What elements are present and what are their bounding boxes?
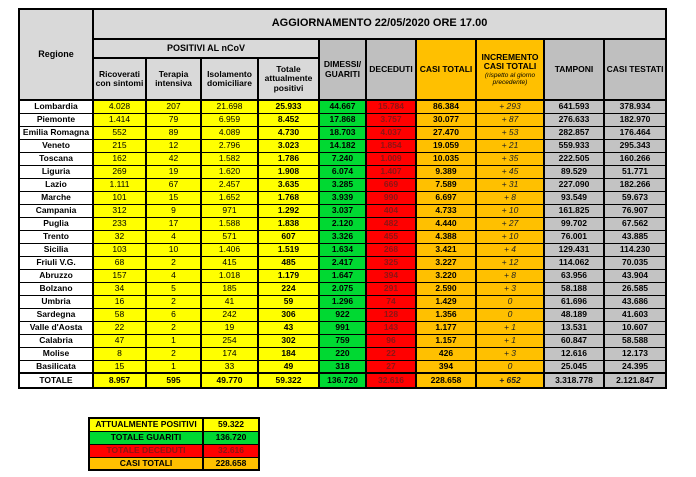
region-name-cell: Emilia Romagna — [19, 126, 93, 139]
dimessi-guariti-cell: 3.939 — [319, 191, 366, 204]
ricoverati-cell: 58 — [93, 308, 146, 321]
isolamento-cell: 415 — [201, 256, 258, 269]
total-dimessi-cell: 136.720 — [319, 373, 366, 388]
summary-value: 136.720 — [203, 431, 259, 444]
casi-testati-cell: 43.686 — [604, 295, 666, 308]
totale-positivi-cell: 3.635 — [258, 178, 319, 191]
casi-totali-cell: 3.220 — [416, 269, 476, 282]
table-row — [19, 217, 666, 230]
isolamento-cell: 185 — [201, 282, 258, 295]
incremento-cell: + 27 — [476, 217, 544, 230]
tamponi-cell: 63.956 — [544, 269, 604, 282]
casi-totali-cell: 4.733 — [416, 204, 476, 217]
dimessi-guariti-cell: 2.417 — [319, 256, 366, 269]
dimessi-guariti-cell: 1.647 — [319, 269, 366, 282]
totale-positivi-cell: 1.292 — [258, 204, 319, 217]
dimessi-guariti-cell: 17.868 — [319, 113, 366, 126]
tamponi-header: TAMPONI — [544, 39, 604, 100]
summary-label: ATTUALMENTE POSITIVI — [89, 418, 203, 431]
ricoverati-cell: 103 — [93, 243, 146, 256]
totale-positivi-cell: 1.786 — [258, 152, 319, 165]
deceduti-cell: 1.854 — [366, 139, 416, 152]
terapia-cell: 1 — [146, 334, 201, 347]
casi-testati-cell: 12.173 — [604, 347, 666, 360]
deceduti-cell: 15.784 — [366, 100, 416, 113]
terapia-cell: 2 — [146, 256, 201, 269]
deceduti-cell: 3.757 — [366, 113, 416, 126]
tamponi-cell: 25.045 — [544, 360, 604, 373]
dimessi-guariti-cell: 3.285 — [319, 178, 366, 191]
tamponi-cell: 61.696 — [544, 295, 604, 308]
tamponi-cell: 12.616 — [544, 347, 604, 360]
totale-positivi-cell: 1.179 — [258, 269, 319, 282]
region-name-cell: Lombardia — [19, 100, 93, 113]
update-title: AGGIORNAMENTO 22/05/2020 ORE 17.00 — [93, 9, 666, 39]
region-name-cell: Piemonte — [19, 113, 93, 126]
incremento-cell: + 10 — [476, 230, 544, 243]
region-name-cell: Liguria — [19, 165, 93, 178]
deceduti-cell: 128 — [366, 308, 416, 321]
tamponi-cell: 559.933 — [544, 139, 604, 152]
casi-testati-cell: 160.266 — [604, 152, 666, 165]
terapia-cell: 12 — [146, 139, 201, 152]
incremento-cell: + 21 — [476, 139, 544, 152]
casi-testati-cell: 58.588 — [604, 334, 666, 347]
dimessi-guariti-cell: 220 — [319, 347, 366, 360]
region-column-header: Regione — [19, 9, 93, 100]
table-row — [19, 295, 666, 308]
tamponi-cell: 276.633 — [544, 113, 604, 126]
ricoverati-cell: 22 — [93, 321, 146, 334]
terapia-cell: 5 — [146, 282, 201, 295]
dimessi-guariti-cell: 991 — [319, 321, 366, 334]
dimessi-guariti-cell: 3.037 — [319, 204, 366, 217]
dimessi-guariti-cell: 922 — [319, 308, 366, 321]
casi-testati-cell: 67.562 — [604, 217, 666, 230]
casi-testati-cell: 26.585 — [604, 282, 666, 295]
totale-positivi-cell: 1.519 — [258, 243, 319, 256]
total-positivi-cell: 59.322 — [258, 373, 319, 388]
casi-testati-cell: 24.395 — [604, 360, 666, 373]
ricoverati-cell: 47 — [93, 334, 146, 347]
tamponi-cell: 89.529 — [544, 165, 604, 178]
terapia-cell: 15 — [146, 191, 201, 204]
totale-positivi-cell: 43 — [258, 321, 319, 334]
incremento-header-label: INCREMENTO CASI TOTALI — [481, 51, 539, 71]
deceduti-cell: 4.037 — [366, 126, 416, 139]
region-name-cell: Campania — [19, 204, 93, 217]
terapia-cell: 89 — [146, 126, 201, 139]
region-name-cell: Calabria — [19, 334, 93, 347]
casi-totali-cell: 86.384 — [416, 100, 476, 113]
terapia-cell: 4 — [146, 269, 201, 282]
isolamento-cell: 1.018 — [201, 269, 258, 282]
casi-totali-cell: 7.589 — [416, 178, 476, 191]
totale-positivi-cell: 4.730 — [258, 126, 319, 139]
isolamento-cell: 4.089 — [201, 126, 258, 139]
table-row — [19, 191, 666, 204]
region-name-cell: Sardegna — [19, 308, 93, 321]
isolamento-cell: 174 — [201, 347, 258, 360]
totale-positivi-cell: 485 — [258, 256, 319, 269]
incremento-cell: 0 — [476, 360, 544, 373]
region-rows — [19, 100, 666, 373]
tamponi-cell: 60.847 — [544, 334, 604, 347]
table-row — [19, 204, 666, 217]
casi-testati-cell: 43.904 — [604, 269, 666, 282]
casi-testati-header: CASI TESTATI — [604, 39, 666, 100]
positivi-group-header: POSITIVI AL nCoV — [93, 39, 319, 58]
casi-testati-cell: 41.603 — [604, 308, 666, 321]
totale-positivi-cell: 184 — [258, 347, 319, 360]
isolamento-cell: 1.588 — [201, 217, 258, 230]
total-ricoverati-cell: 8.957 — [93, 373, 146, 388]
region-name-cell: Valle d'Aosta — [19, 321, 93, 334]
summary-row-totale-deceduti — [89, 444, 259, 457]
dimessi-guariti-cell: 7.240 — [319, 152, 366, 165]
table-row — [19, 360, 666, 373]
total-tamponi-cell: 3.318.778 — [544, 373, 604, 388]
tamponi-cell: 13.531 — [544, 321, 604, 334]
isolamento-cell: 571 — [201, 230, 258, 243]
totale-positivi-cell: 1.838 — [258, 217, 319, 230]
casi-totali-cell: 3.421 — [416, 243, 476, 256]
isolamento-header: Isolamento domiciliare — [201, 58, 258, 100]
region-name-cell: Sicilia — [19, 243, 93, 256]
incremento-cell: + 1 — [476, 334, 544, 347]
tamponi-cell: 641.593 — [544, 100, 604, 113]
isolamento-cell: 6.959 — [201, 113, 258, 126]
terapia-cell: 2 — [146, 321, 201, 334]
deceduti-cell: 291 — [366, 282, 416, 295]
terapia-cell: 42 — [146, 152, 201, 165]
table-row — [19, 282, 666, 295]
totale-positivi-cell: 607 — [258, 230, 319, 243]
ricoverati-cell: 68 — [93, 256, 146, 269]
totale-positivi-cell: 306 — [258, 308, 319, 321]
tamponi-cell: 76.001 — [544, 230, 604, 243]
incremento-cell: + 1 — [476, 321, 544, 334]
region-name-cell: Trento — [19, 230, 93, 243]
deceduti-cell: 325 — [366, 256, 416, 269]
terapia-cell: 17 — [146, 217, 201, 230]
isolamento-cell: 2.457 — [201, 178, 258, 191]
table-row — [19, 113, 666, 126]
region-name-cell: Basilicata — [19, 360, 93, 373]
terapia-cell: 19 — [146, 165, 201, 178]
summary-table — [88, 417, 260, 471]
incremento-cell: + 12 — [476, 256, 544, 269]
deceduti-cell: 1.009 — [366, 152, 416, 165]
casi-testati-cell: 378.934 — [604, 100, 666, 113]
dimessi-guariti-cell: 6.074 — [319, 165, 366, 178]
totale-positivi-cell: 302 — [258, 334, 319, 347]
casi-totali-cell: 1.157 — [416, 334, 476, 347]
total-casi-totali-cell: 228.658 — [416, 373, 476, 388]
incremento-cell: + 53 — [476, 126, 544, 139]
total-casi-testati-cell: 2.121.847 — [604, 373, 666, 388]
ricoverati-cell: 1.414 — [93, 113, 146, 126]
totale-positivi-cell: 1.908 — [258, 165, 319, 178]
totale-positivi-cell: 8.452 — [258, 113, 319, 126]
incremento-cell: + 87 — [476, 113, 544, 126]
table-row — [19, 321, 666, 334]
region-name-cell: Marche — [19, 191, 93, 204]
casi-totali-header: CASI TOTALI — [416, 39, 476, 100]
deceduti-cell: 268 — [366, 243, 416, 256]
casi-testati-cell: 295.343 — [604, 139, 666, 152]
isolamento-cell: 33 — [201, 360, 258, 373]
incremento-cell: + 8 — [476, 191, 544, 204]
tamponi-cell: 161.825 — [544, 204, 604, 217]
ricoverati-cell: 552 — [93, 126, 146, 139]
table-row — [19, 230, 666, 243]
ricoverati-cell: 101 — [93, 191, 146, 204]
casi-totali-cell: 1.177 — [416, 321, 476, 334]
deceduti-cell: 96 — [366, 334, 416, 347]
ricoverati-cell: 157 — [93, 269, 146, 282]
tamponi-cell: 227.090 — [544, 178, 604, 191]
casi-testati-cell: 70.035 — [604, 256, 666, 269]
isolamento-cell: 1.406 — [201, 243, 258, 256]
ricoverati-cell: 215 — [93, 139, 146, 152]
dimessi-guariti-cell: 2.120 — [319, 217, 366, 230]
ricoverati-cell: 32 — [93, 230, 146, 243]
casi-totali-cell: 30.077 — [416, 113, 476, 126]
ricoverati-cell: 4.028 — [93, 100, 146, 113]
region-name-cell: Umbria — [19, 295, 93, 308]
tamponi-cell: 114.062 — [544, 256, 604, 269]
ricoverati-cell: 1.111 — [93, 178, 146, 191]
table-row — [19, 152, 666, 165]
table-row — [19, 256, 666, 269]
terapia-cell: 4 — [146, 230, 201, 243]
covid-region-table — [18, 8, 667, 389]
deceduti-header: DECEDUTI — [366, 39, 416, 100]
incremento-cell: + 35 — [476, 152, 544, 165]
terapia-cell: 9 — [146, 204, 201, 217]
table-header — [19, 9, 666, 100]
region-name-cell: Abruzzo — [19, 269, 93, 282]
casi-testati-cell: 10.607 — [604, 321, 666, 334]
totale-positivi-cell: 25.933 — [258, 100, 319, 113]
ricoverati-header: Ricoverati con sintomi — [93, 58, 146, 100]
tamponi-cell: 129.431 — [544, 243, 604, 256]
casi-totali-cell: 6.697 — [416, 191, 476, 204]
ricoverati-cell: 15 — [93, 360, 146, 373]
isolamento-cell: 971 — [201, 204, 258, 217]
casi-totali-cell: 4.388 — [416, 230, 476, 243]
casi-totali-cell: 19.059 — [416, 139, 476, 152]
incremento-cell: + 293 — [476, 100, 544, 113]
isolamento-cell: 41 — [201, 295, 258, 308]
deceduti-cell: 143 — [366, 321, 416, 334]
region-name-cell: Veneto — [19, 139, 93, 152]
table-row — [19, 334, 666, 347]
dimessi-guariti-cell: 44.667 — [319, 100, 366, 113]
terapia-cell: 2 — [146, 347, 201, 360]
casi-testati-cell: 51.771 — [604, 165, 666, 178]
casi-totali-cell: 27.470 — [416, 126, 476, 139]
tamponi-cell: 58.188 — [544, 282, 604, 295]
summary-value: 228.658 — [203, 457, 259, 470]
tamponi-cell: 222.505 — [544, 152, 604, 165]
casi-testati-cell: 76.907 — [604, 204, 666, 217]
dimessi-guariti-cell: 759 — [319, 334, 366, 347]
dimessi-guariti-cell: 3.326 — [319, 230, 366, 243]
terapia-cell: 10 — [146, 243, 201, 256]
totale-positivi-cell: 3.023 — [258, 139, 319, 152]
deceduti-cell: 74 — [366, 295, 416, 308]
total-label-cell: TOTALE — [19, 373, 93, 388]
terapia-cell: 6 — [146, 308, 201, 321]
tamponi-cell: 282.857 — [544, 126, 604, 139]
region-name-cell: Bolzano — [19, 282, 93, 295]
casi-testati-cell: 114.230 — [604, 243, 666, 256]
deceduti-cell: 669 — [366, 178, 416, 191]
total-deceduti-cell: 32.616 — [366, 373, 416, 388]
incremento-cell: + 3 — [476, 347, 544, 360]
ricoverati-cell: 233 — [93, 217, 146, 230]
terapia-cell: 79 — [146, 113, 201, 126]
incremento-header-note: (rispetto al giorno precedente) — [484, 72, 536, 87]
region-name-cell: Friuli V.G. — [19, 256, 93, 269]
isolamento-cell: 2.796 — [201, 139, 258, 152]
summary-value: 32.616 — [203, 444, 259, 457]
deceduti-cell: 1.407 — [366, 165, 416, 178]
incremento-cell: + 10 — [476, 204, 544, 217]
total-terapia-cell: 595 — [146, 373, 201, 388]
summary-label: CASI TOTALI — [89, 457, 203, 470]
casi-totali-cell: 1.429 — [416, 295, 476, 308]
totale-positivi-header: Totale attualmente positivi — [258, 58, 319, 100]
terapia-cell: 67 — [146, 178, 201, 191]
summary-row-attualmente-positivi — [89, 418, 259, 431]
isolamento-cell: 21.698 — [201, 100, 258, 113]
table-row — [19, 178, 666, 191]
totale-positivi-cell: 1.768 — [258, 191, 319, 204]
casi-totali-cell: 1.356 — [416, 308, 476, 321]
deceduti-cell: 394 — [366, 269, 416, 282]
table-row — [19, 165, 666, 178]
dimessi-guariti-header: DIMESSI/ GUARITI — [319, 39, 366, 100]
table-row — [19, 243, 666, 256]
incremento-cell: + 8 — [476, 269, 544, 282]
ricoverati-cell: 8 — [93, 347, 146, 360]
casi-totali-cell: 9.389 — [416, 165, 476, 178]
ricoverati-cell: 34 — [93, 282, 146, 295]
casi-totali-cell: 2.590 — [416, 282, 476, 295]
region-name-cell: Toscana — [19, 152, 93, 165]
deceduti-cell: 22 — [366, 347, 416, 360]
region-name-cell: Lazio — [19, 178, 93, 191]
ricoverati-cell: 312 — [93, 204, 146, 217]
casi-testati-cell: 176.464 — [604, 126, 666, 139]
casi-testati-cell: 182.970 — [604, 113, 666, 126]
ricoverati-cell: 162 — [93, 152, 146, 165]
ricoverati-cell: 16 — [93, 295, 146, 308]
dimessi-guariti-cell: 2.075 — [319, 282, 366, 295]
total-incremento-cell: + 652 — [476, 373, 544, 388]
total-isolamento-cell: 49.770 — [201, 373, 258, 388]
casi-testati-cell: 43.885 — [604, 230, 666, 243]
deceduti-cell: 990 — [366, 191, 416, 204]
isolamento-cell: 242 — [201, 308, 258, 321]
totale-positivi-cell: 224 — [258, 282, 319, 295]
casi-testati-cell: 182.266 — [604, 178, 666, 191]
table-row — [19, 269, 666, 282]
summary-row-casi-totali — [89, 457, 259, 470]
table-row — [19, 126, 666, 139]
dimessi-guariti-cell: 318 — [319, 360, 366, 373]
region-name-cell: Puglia — [19, 217, 93, 230]
isolamento-cell: 254 — [201, 334, 258, 347]
casi-totali-cell: 3.227 — [416, 256, 476, 269]
dimessi-guariti-cell: 14.182 — [319, 139, 366, 152]
deceduti-cell: 455 — [366, 230, 416, 243]
dimessi-guariti-cell: 1.296 — [319, 295, 366, 308]
dimessi-guariti-cell: 18.703 — [319, 126, 366, 139]
incremento-header — [476, 39, 544, 100]
incremento-cell: 0 — [476, 295, 544, 308]
casi-totali-cell: 394 — [416, 360, 476, 373]
terapia-cell: 1 — [146, 360, 201, 373]
total-row — [19, 373, 666, 388]
summary-label: TOTALE DECEDUTI — [89, 444, 203, 457]
terapia-header: Terapia intensiva — [146, 58, 201, 100]
region-name-cell: Molise — [19, 347, 93, 360]
isolamento-cell: 1.620 — [201, 165, 258, 178]
incremento-cell: + 45 — [476, 165, 544, 178]
casi-totali-cell: 10.035 — [416, 152, 476, 165]
summary-row-totale-guariti — [89, 431, 259, 444]
table-row — [19, 347, 666, 360]
tamponi-cell: 93.549 — [544, 191, 604, 204]
tamponi-cell: 99.702 — [544, 217, 604, 230]
deceduti-cell: 404 — [366, 204, 416, 217]
deceduti-cell: 27 — [366, 360, 416, 373]
isolamento-cell: 1.652 — [201, 191, 258, 204]
summary-value: 59.322 — [203, 418, 259, 431]
incremento-cell: + 3 — [476, 282, 544, 295]
deceduti-cell: 482 — [366, 217, 416, 230]
isolamento-cell: 1.582 — [201, 152, 258, 165]
incremento-cell: + 31 — [476, 178, 544, 191]
terapia-cell: 207 — [146, 100, 201, 113]
incremento-cell: + 4 — [476, 243, 544, 256]
table-row — [19, 308, 666, 321]
terapia-cell: 2 — [146, 295, 201, 308]
casi-totali-cell: 426 — [416, 347, 476, 360]
summary-label: TOTALE GUARITI — [89, 431, 203, 444]
casi-totali-cell: 4.440 — [416, 217, 476, 230]
table-row — [19, 100, 666, 113]
totale-positivi-cell: 59 — [258, 295, 319, 308]
tamponi-cell: 48.189 — [544, 308, 604, 321]
casi-testati-cell: 59.673 — [604, 191, 666, 204]
ricoverati-cell: 269 — [93, 165, 146, 178]
incremento-cell: 0 — [476, 308, 544, 321]
dimessi-guariti-cell: 1.634 — [319, 243, 366, 256]
table-row — [19, 139, 666, 152]
totale-positivi-cell: 49 — [258, 360, 319, 373]
isolamento-cell: 19 — [201, 321, 258, 334]
